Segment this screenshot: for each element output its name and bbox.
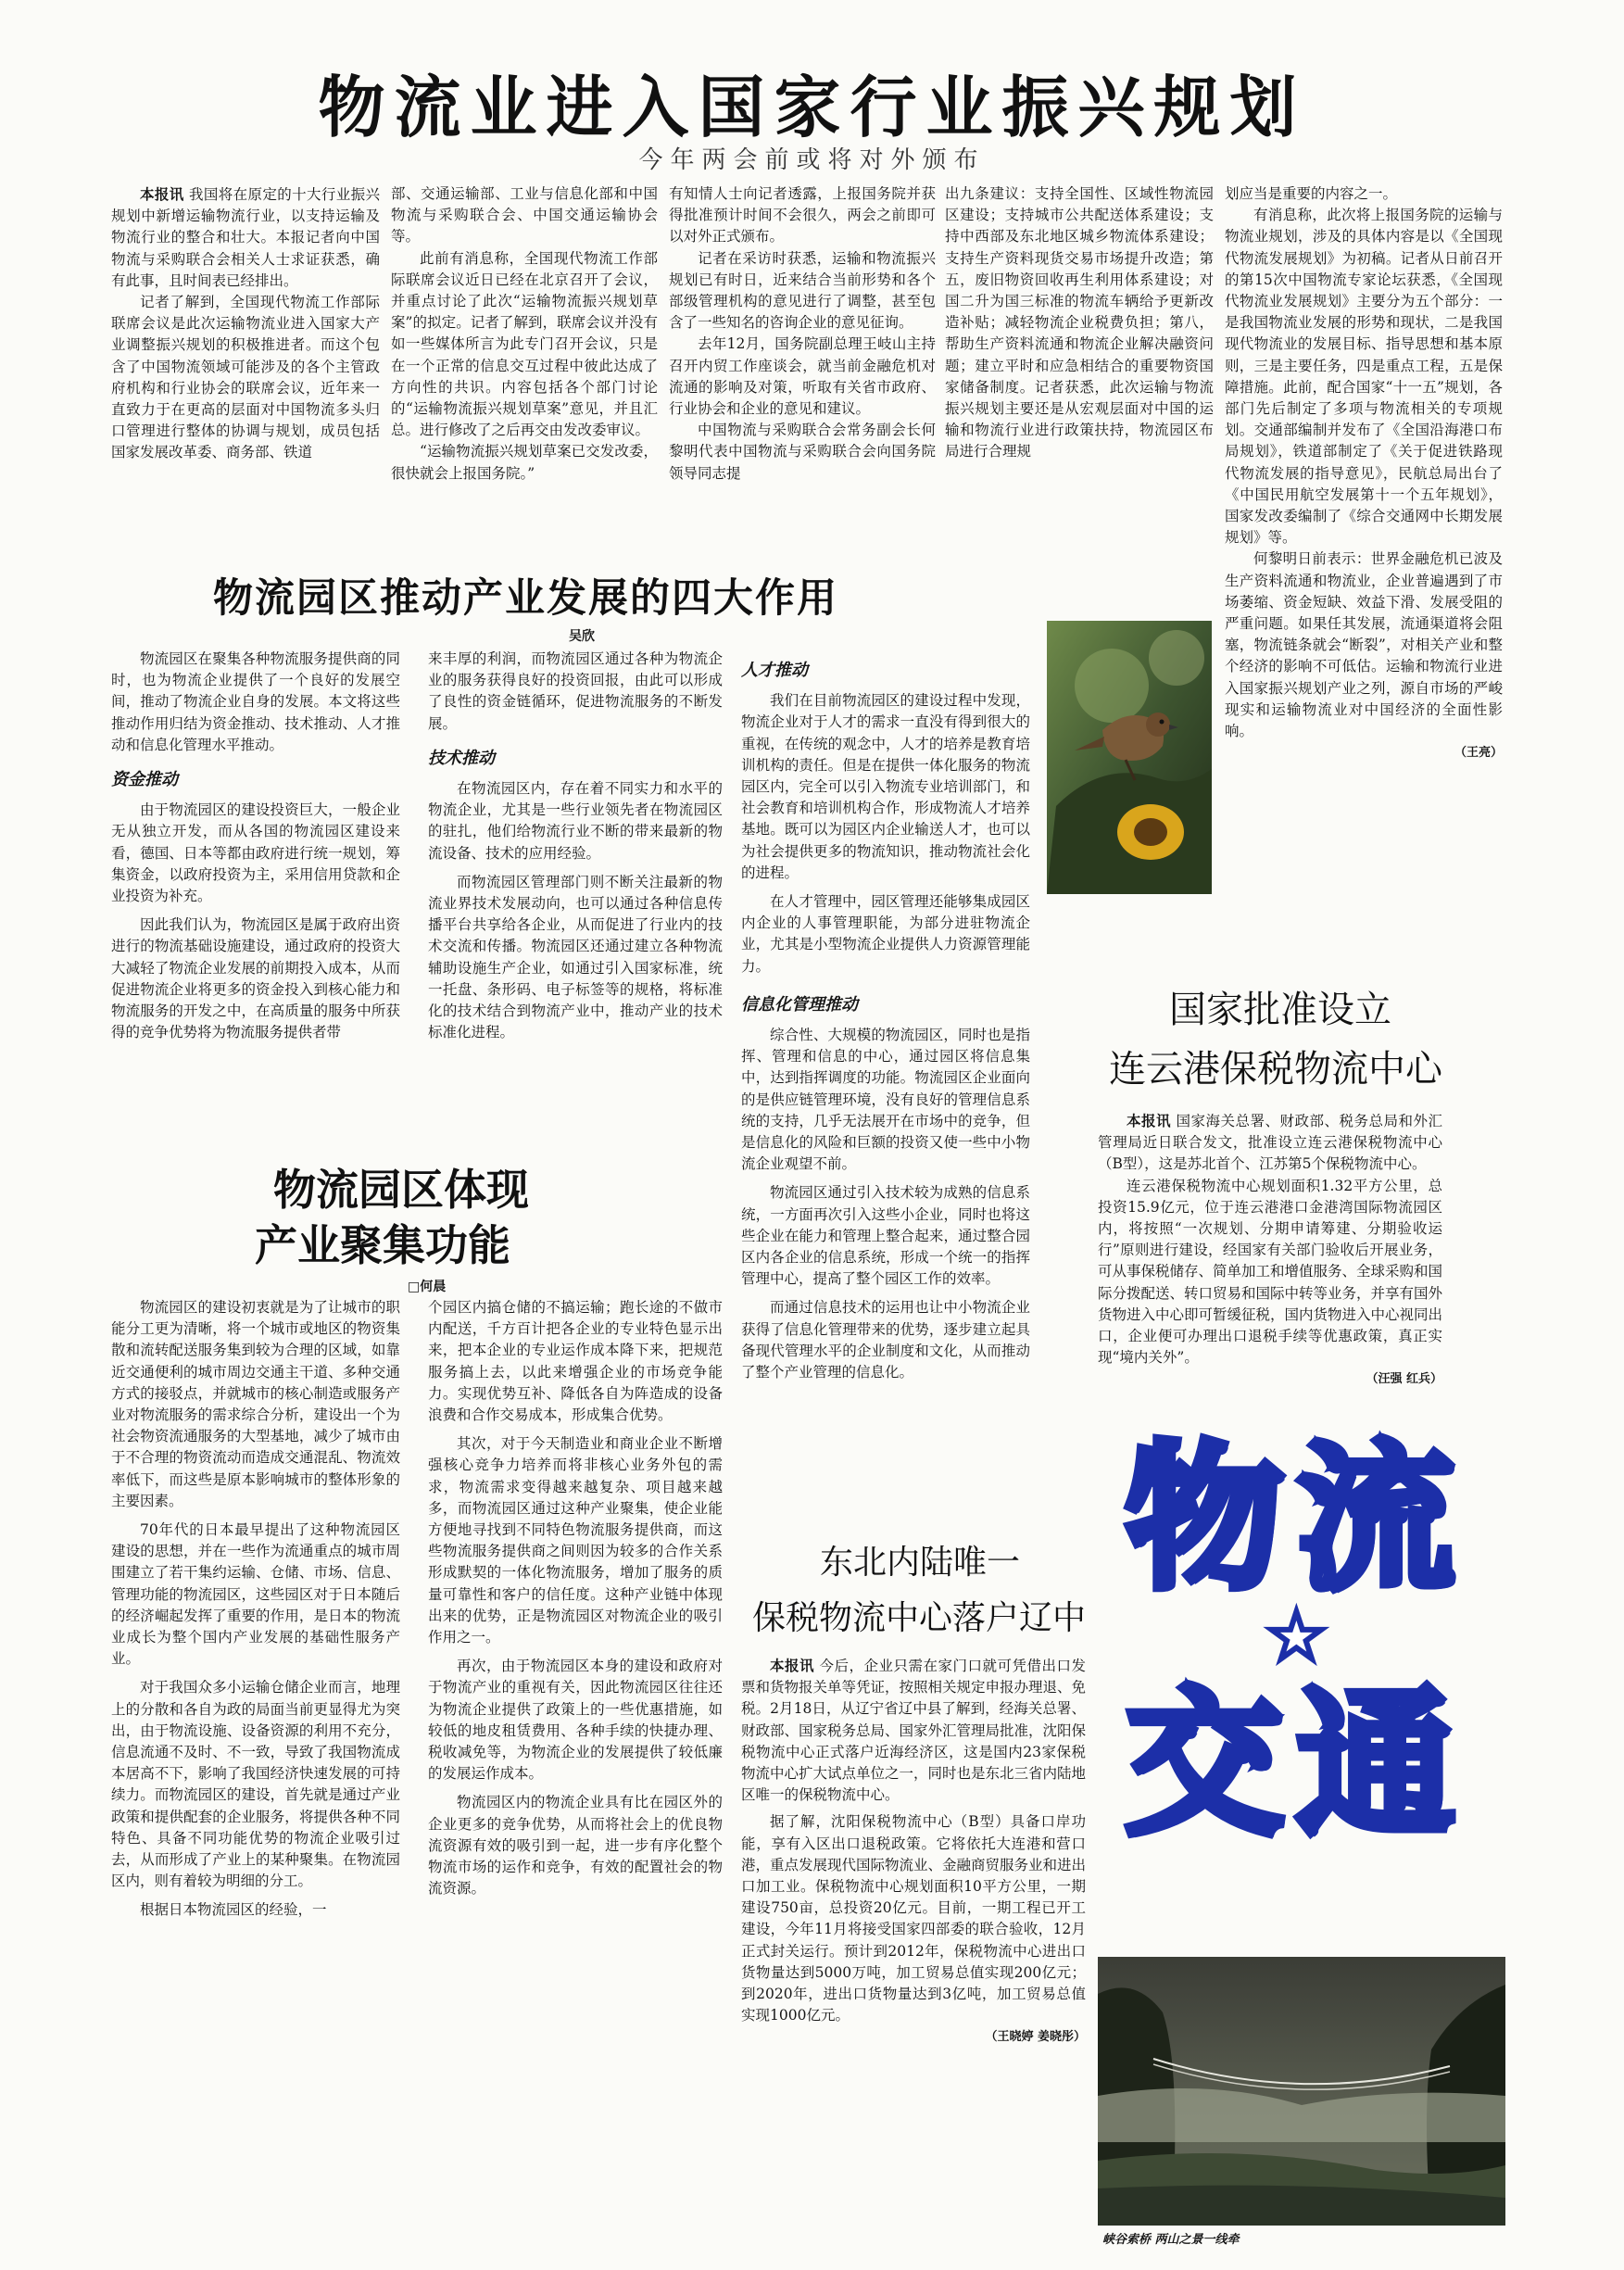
park-c3-p2: 在人才管理中，园区管理还能够集成园区内企业的人事管理职能，为部分进驻物流企业，尤其是小型物流企业提供人力资源管理能力。 bbox=[741, 893, 1030, 975]
cluster-col1 bbox=[111, 1297, 400, 2168]
main-article-col3 bbox=[669, 183, 936, 573]
canyon-bridge-image bbox=[1098, 1957, 1505, 2226]
section-art-wu: 物 bbox=[1126, 1428, 1284, 1611]
main-article-col4 bbox=[945, 183, 1214, 573]
liaozhong-lead: 本报讯 bbox=[770, 1657, 815, 1674]
lianyungang-title-line2: 连云港保税物流中心 bbox=[1109, 1048, 1442, 1091]
cluster-c1-p1: 物流园区的建设初衷就是为了让城市的职能分工更为清晰，将一个城市或地区的物资集散和流转配送服务集到较为合理的区域，如靠近交通便利的城市周边交通主干道、多种交通方式的接驳点，并就城市的核心制造或服务产业对物流服务的需求综合分析，建设出一个为社会物资流通服务的大型基地，减少了城市由于不合理的物资流动而造成交通混乱、物流效率低下，而这些是原本影响城市的整体形象的主要因素。 bbox=[111, 1299, 400, 1509]
main-article-col1 bbox=[111, 183, 380, 573]
lianyungang-lead: 本报讯 bbox=[1127, 1112, 1172, 1129]
star-icon: ★ bbox=[1267, 1598, 1326, 1674]
cluster-c1-p4: 根据日本物流园区的经验，一 bbox=[140, 1901, 327, 1919]
main-col2-p2: 此前有消息称，全国现代物流工作部际联席会议近日已经在北京召开了会议，并重点讨论了此次“运输物流振兴规划草案”的拟定。记者了解到，联席会议并没有如一些媒体所言为此专门召开会议，只是在一个正常的信息交互过程中彼此达成了方向性的共识。内容包括各个部门讨论的“运输物流振兴规划草案”意见，并且汇总。进行修改了之后再交由发改委审议。 bbox=[391, 249, 658, 439]
lianyungang-title-line1: 国家批准设立 bbox=[1169, 989, 1391, 1031]
lianyungang-article bbox=[1098, 1110, 1442, 1416]
park-col3 bbox=[741, 660, 1030, 1521]
main-headline: 物流业进入国家行业振兴规划 bbox=[318, 69, 1306, 146]
liaozhong-credit: （王晓婷 姜晓彤） bbox=[985, 2030, 1086, 2045]
lianyungang-credit: （汪强 红兵） bbox=[1366, 1372, 1442, 1387]
park-c1-p3: 因此我们认为，物流园区是属于政府出资进行的物流基础设施建设，通过政府的投资大大减轻了物流企业发展的前期投入成本，从而促进物流企业将更多的资金投入到核心能力和物流服务的开发之中，在高质量的服务中所获得的竞争优势将为物流服务提供者带 bbox=[111, 916, 400, 1041]
liaozhong-title-line2: 保税物流中心落户辽中 bbox=[752, 1599, 1087, 1637]
main-col2-p3: “运输物流振兴规划草案已交发改委，很快就会上报国务院。” bbox=[391, 443, 658, 482]
cluster-c2-p2: 其次，对于今天制造业和商业企业不断增强核心竞争力培养而将非核心业务外包的需求，物流需求变得越来越复杂、项目越来越多，而物流园区通过这种产业聚集，使企业能方便地寻找到不同特色物流服务提供商，而这些物流服务提供商之间则因为较多的合作关系形成默契的一体化物流服务，增加了服务的质量可靠性和客户的信任度。这种产业链中体现出来的优势，正是物流园区对物流企业的吸引作用之一。 bbox=[428, 1435, 723, 1646]
park-c3-p5: 而通过信息技术的运用也让中小物流企业获得了信息化管理带来的优势，逐步建立起具备现代管理水平的企业制度和文化，从而推动了整个产业管理的信息化。 bbox=[741, 1299, 1030, 1381]
lianyungang-p2: 连云港保税物流中心规划面积1.32平方公里，总投资15.9亿元，位于连云港港口金港湾国际物流园区内，将按照“一次规划、分期申请筹建、分期验收运行”原则进行建设，经国家有关部门验收后开展业务，可从事保税储存、简单加工和增值服务、全球采购和国际分拨配送、转口贸易和国际中转等业务，并享有国外货物进入中心即可暂缓征税，国内货物进入中心视同出口，企业便可办理出口退税手续等优惠政策，真正实现“境内关外”。 bbox=[1098, 1177, 1442, 1367]
main-credit: （王亮） bbox=[1454, 746, 1503, 761]
park-c3-p4: 物流园区通过引入技术较为成熟的信息系统，一方面再次引入这些小企业，同时也将这些企业在能力和管理上整合起来，通过整合园区内各企业的信息系统，形成一个统一的指挥管理中心，提高了整个园区工作的效率。 bbox=[741, 1184, 1030, 1288]
main-col3-p3: 去年12月，国务院副总理王岐山主持召开内贸工作座谈会，就当前金融危机对流通的影响及对策，听取有关省市政府、行业协会和企业的意见和建议。 bbox=[669, 335, 936, 418]
park-c2-p1: 来丰厚的利润，而物流园区通过各种为物流企业的服务获得良好的投资回报，由此可以形成了良性的资金链循环，促进物流服务的不断发展。 bbox=[428, 650, 723, 732]
bird-sunflower-photo bbox=[1047, 621, 1212, 894]
cluster-title-line2: 产业聚集功能 bbox=[255, 1220, 510, 1270]
main-col5-p3: 何黎明日前表示：世界金融危机已波及生产资料流通和物流业，企业普遍遇到了市场萎缩、资金短缺、效益下滑、发展受阻的严重问题。如果任其发展，流通渠道将会阻塞，物流链条就会“断裂”，对相关产业和整个经济的影响不可低估。运输和物流行业进入国家振兴规划产业之列，源自市场的严峻现实和运输物流业对中国经济的全面性影响。 bbox=[1225, 550, 1503, 740]
liaozhong-p2: 据了解，沈阳保税物流中心（B型）具备口岸功能，享有入区出口退税政策。它将依托大连港和营口港，重点发展现代国际物流业、金融商贸服务业和进出口加工业。保税物流中心规划面积10平方公里，一期建设750亩，总投资20亿元。目前，一期工程已开工建设，今年11月将接受国家四部委的联合验收，12月正式封关运行。预计到2012年，保税物流中心进出口货物量达到5000万吨，加工贸易总值实现200亿元；到2020年，进出口货物量达到3亿吨，加工贸易总值实现1000亿元。 bbox=[741, 1813, 1086, 2024]
section-art-liu: 流 bbox=[1297, 1428, 1455, 1611]
cluster-c2-p1: 个园区内搞仓储的不搞运输；跑长途的不做市内配送，千方百计把各企业的专业特色显示出来，把本企业的专业运作成本降下来，把规范服务搞上去，以此来增强企业的市场竞争能力。实现优势互补、降低各自为阵造成的设备浪费和合作交易成本，形成集合优势。 bbox=[428, 1299, 723, 1424]
main-col1-p1: 我国将在原定的十大行业振兴规划中新增运输物流行业，以支持运输及物流行业的整合和壮大。本报记者向中国物流与采购联合会相关人士求证获悉，确有此事，且时间表已经排出。 bbox=[111, 186, 380, 289]
main-col2-p1: 部、交通运输部、工业与信息化部和中国物流与采购联合会、中国交通运输协会等。 bbox=[391, 185, 658, 246]
park-h-info: 信息化管理推动 bbox=[741, 994, 858, 1015]
main-article-col5 bbox=[1225, 183, 1503, 980]
cluster-c1-p3: 对于我国众多小运输仓储企业而言，地理上的分散和各自为政的局面当前更显得尤为突出，由于物流设施、设备资源的利用不充分，信息流通不及时、不一致，导致了我国物流成本居高不下，影响了我国经济快速发展的可持续力。而物流园区的建设，首先就是通过产业政策和提供配套的企业服务，将提供各种不同特色、具备不同功能优势的物流企业吸引过去，从而形成了产业上的某种聚集。在物流园区内，则有着较为明细的分工。 bbox=[111, 1679, 400, 1890]
main-col3-p2: 记者在采访时获悉，运输和物流振兴规划已有时日，近来结合当前形势和各个部级管理机构的意见进行了调整，甚至包含了一些知名的咨询企业的意见征询。 bbox=[669, 249, 936, 332]
park-title: 物流园区推动产业发展的四大作用 bbox=[213, 575, 838, 622]
photo-caption: 峡谷索桥 两山之景一线牵 bbox=[1102, 2233, 1240, 2247]
park-byline: 吴欣 bbox=[569, 629, 595, 644]
lianyungang-p1: 国家海关总署、财政部、税务总局和外汇管理局近日联合发文，批准设立连云港保税物流中心（B型），这是苏北首个、江苏第5个保税物流中心。 bbox=[1098, 1113, 1442, 1173]
park-c3-p3: 综合性、大规模的物流园区，同时也是指挥、管理和信息的中心，通过园区将信息集中，达到指挥调度的功能。物流园区企业面向的是供应链管理环境，没有良好的管理信息系统的支持，几乎无法展开在市场中的竞争，但是信息化的风险和巨额的投资又使一些中小物流企业观望不前。 bbox=[741, 1027, 1030, 1173]
park-c2-p2: 在物流园区内，存在着不同实力和水平的物流企业，尤其是一些行业领先者在物流园区的驻扎，他们给物流行业不断的带来最新的物流设备、技术的应用经验。 bbox=[428, 780, 723, 862]
park-c3-p1: 我们在目前物流园区的建设过程中发现，物流企业对于人才的需求一直没有得到很大的重视，在传统的观念中，人才的培养是教育培训机构的责任。但是在提供一体化服务的物流园区内，完全可以引入物流专业培训部门，和社会教育和培训机构合作，形成物流人才培养基地。既可以为园区内企业输送人才，也可以为社会提供更多的物流知识，推动物流社会化的进程。 bbox=[741, 692, 1030, 881]
liaozhong-article bbox=[741, 1655, 1086, 2174]
section-art-jiao: 交 bbox=[1126, 1673, 1284, 1857]
main-col1-p2: 记者了解到，全国现代物流工作部际联席会议是此次运输物流业进入国家大产业调整振兴规划的积极推进者。而这个包含了中国物流领域可能涉及的各个主管政府机构和行业协会的联席会议，近年来一直致力于在更高的层面对中国物流多头归口管理进行整体的协调与规划，成员包括国家发展改革委、商务部、铁道 bbox=[111, 294, 380, 461]
main-article-col2 bbox=[391, 183, 658, 573]
cluster-c2-p3: 再次，由于物流园区本身的建设和政府对于物流产业的重视有关，因此物流园区往往还为物流企业提供了政策上的一些优惠措施，如较低的地皮租赁费用、各种手续的快捷办理、税收减免等，为物流企业的发展提供了较低廉的发展运作成本。 bbox=[428, 1658, 723, 1783]
liaozhong-title-line1: 东北内陆唯一 bbox=[820, 1544, 1021, 1582]
liaozhong-p1: 今后，企业只需在家门口就可凭借出口发票和货物报关单等凭证，按照相关规定申报办理退、免税。2月18日，从辽宁省辽中县了解到，经海关总署、财政部、国家税务总局、国家外汇管理局批准，沈阳保税物流中心正式落户近海经济区，这是国内23家保税物流中心扩大试点单位之一，同时也是东北三省内陆地区唯一的保税物流中心。 bbox=[741, 1658, 1086, 1804]
cluster-c1-p2: 70年代的日本最早提出了这种物流园区建设的思想，并在一些作为流通重点的城市周围建立了若干集约运输、仓储、市场、信息、管理功能的物流园区，这些园区对于日本随后的经济崛起发挥了重要的作用，是日本的物流业成长为整个国内产业发展的基础性服务产业。 bbox=[111, 1521, 400, 1668]
cluster-title-line1: 物流园区体现 bbox=[273, 1165, 529, 1215]
main-col5-p2: 有消息称，此次将上报国务院的运输与物流业规划，涉及的具体内容是以《全国现代物流发展规划》为初稿。记者从日前召开的第15次中国物流专家论坛获悉，《全国现代物流业发展规划》主要分为五个部分：一是我国物流业发展的形势和现状，二是我国现代物流业的发展目标、指导思想和基本原则，三是主要任务，四是重点工程，五是保障措施。此前，配合国家“十一五”规划，各部门先后制定了多项与物流相关的专项规划。交通部编制并发布了《全国沿海港口布局规划》，铁道部制定了《关于促进铁路现代物流发展的指导意见》，民航总局出台了《中国民用航空发展第十一个五年规划》，国家发改委编制了《综合交通网中长期发展规划》等。 bbox=[1225, 207, 1503, 547]
park-col2 bbox=[428, 649, 723, 1149]
cluster-col2 bbox=[428, 1297, 723, 2168]
main-lead: 本报讯 bbox=[140, 185, 184, 203]
main-subhead: 今年两会前或将对外颁布 bbox=[638, 146, 986, 174]
park-c1-p1: 物流园区在聚集各种物流服务提供商的同时，也为物流企业提供了一个良好的发展空间，推动了物流企业自身的发展。本文将这些推动作用归结为资金推动、技术推动、人才推动和信息化管理水平推动。 bbox=[111, 650, 400, 753]
cluster-c2-p4: 物流园区内的物流企业具有比在园区外的企业更多的竞争优势，从而将社会上的优良物流资源有效的吸引到一起，进一步有序化整个物流市场的运作和竞争，有效的配置社会的物流资源。 bbox=[428, 1794, 723, 1898]
park-c2-p3: 而物流园区管理部门则不断关注最新的物流业界技术发展动向，也可以通过各种信息传播平台共享给各企业，从而促进了行业内的技术交流和传播。物流园区还通过建立各种物流辅助设施生产企业，如通过引入国家标准，统一托盘、条形码、电子标签等的规格，将标准化的技术结合到物流产业中，推动产业的技术标准化进程。 bbox=[428, 873, 723, 1041]
section-art-tong: 通 bbox=[1297, 1673, 1455, 1857]
main-col4-p1: 出九条建议：支持全国性、区域性物流园区建设；支持城市公共配送体系建设；支持中西部及东北地区城乡物流体系建设；支持生产资料现货交易市场提升改造；第五，废旧物资回收再生利用体系建设；对国二升为国三标准的物流车辆给予更新改造补贴；减轻物流企业税费负担；第八，帮助生产资料流通和物流企业解决融资问题；建立平时和应急相结合的重要物资国家储备制度。记者获悉，此次运输与物流振兴规划主要还是从宏观层面对中国的运输和物流行业进行政策扶持，物流园区布局进行合理规 bbox=[945, 185, 1214, 460]
main-col5-p1: 划应当是重要的内容之一。 bbox=[1225, 185, 1398, 202]
park-col1 bbox=[111, 649, 400, 1149]
main-col3-p1: 有知情人士向记者透露，上报国务院并获得批准预计时间不会很久，两会之前即可以对外正式颁布。 bbox=[669, 185, 936, 246]
park-h-capital: 资金推动 bbox=[111, 770, 178, 790]
main-col3-p4: 中国物流与采购联合会常务副会长何黎明代表中国物流与采购联合会向国务院领导同志提 bbox=[669, 422, 936, 482]
park-c1-p2: 由于物流园区的建设投资巨大，一般企业无从独立开发，而从各国的物流园区建设来看，德国、日本等都由政府进行统一规划，筹集资金，以政府投资为主，采用信用贷款和企业投资为补充。 bbox=[111, 801, 400, 905]
cluster-byline: □何晨 bbox=[408, 1280, 447, 1294]
bird-sunflower-image bbox=[1047, 621, 1212, 894]
park-h-talent: 人才推动 bbox=[741, 661, 808, 680]
canyon-bridge-photo bbox=[1098, 1957, 1505, 2226]
park-h-tech: 技术推动 bbox=[428, 748, 495, 768]
